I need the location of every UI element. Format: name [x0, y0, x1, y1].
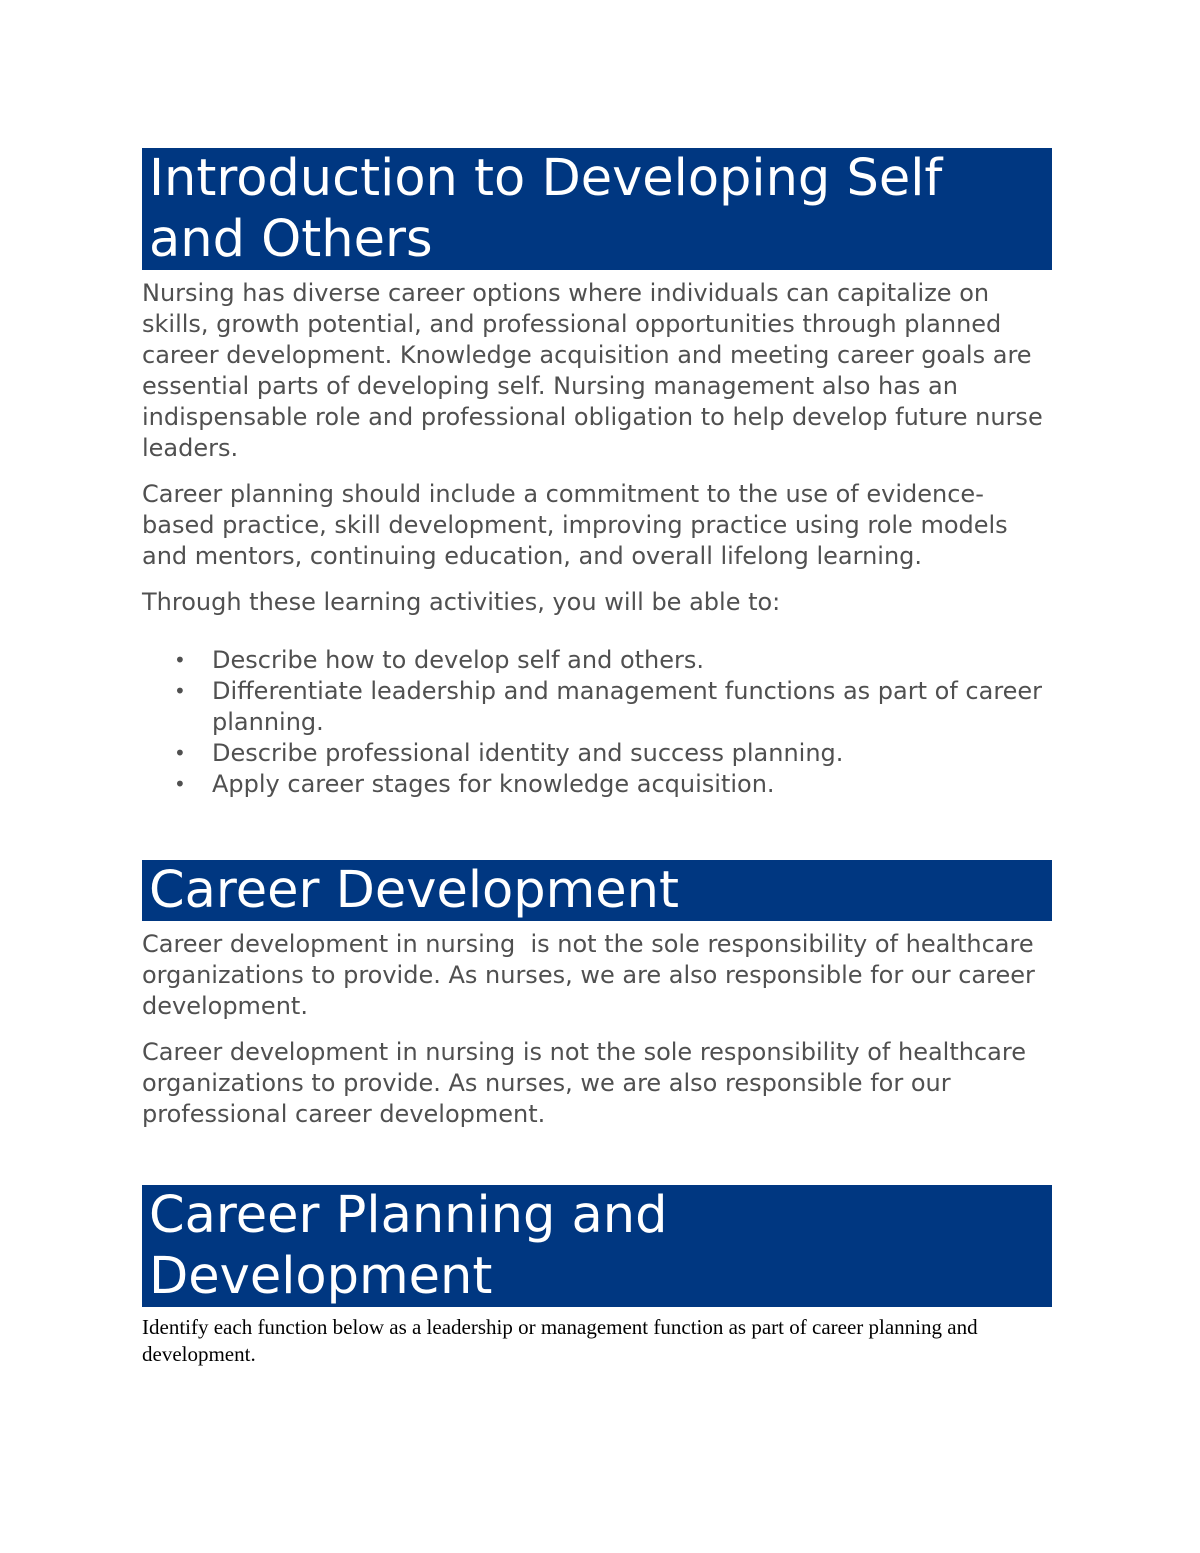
- list-item: [142, 769, 1052, 800]
- list-item-text: Apply career stages for knowledge acquisition.: [212, 770, 775, 798]
- list-item-text: Describe professional identity and success planning.: [212, 739, 844, 767]
- section-heading-career-development: [142, 860, 1052, 921]
- heading-line: and Others: [149, 210, 433, 269]
- bullet-icon: •: [174, 679, 186, 703]
- list-item: [142, 676, 1052, 738]
- career-planning-instruction: Identify each function below as a leadership or management function as part of career planning and development.: [142, 1315, 978, 1366]
- bullet-icon: •: [174, 772, 186, 796]
- learning-objectives-list: [142, 645, 1052, 800]
- heading-line: Career Development: [149, 861, 679, 920]
- intro-paragraph-3: Through these learning activities, you will be able to:: [142, 588, 781, 616]
- career-development-paragraph-2: Career development in nursing is not the sole responsibility of healthcare organizations to provide. As nurses, we are also responsible for our professional career development.: [142, 1038, 1026, 1128]
- heading-line: Career Planning and: [149, 1186, 668, 1245]
- intro-paragraph-2: Career planning should include a commitment to the use of evidence-based practice, skill development, improving practice using role models and mentors, continuing education, and overall lifelong learning.: [142, 480, 1008, 570]
- section-heading-introduction: [142, 148, 1052, 270]
- heading-line: Development: [149, 1247, 493, 1306]
- list-item: [142, 738, 1052, 769]
- intro-paragraph-1: Nursing has diverse career options where individuals can capitalize on skills, growth potential, and professional opportunities through planned career development. Knowledge acquisition and meeting career goals are essential parts of developing self. Nursing management also has an indispensable role and professional obligation to help develop future nurse leaders.: [142, 279, 1043, 462]
- list-item-text: Differentiate leadership and management functions as part of career planning.: [212, 677, 1043, 736]
- section-heading-career-planning: [142, 1185, 1052, 1307]
- career-development-paragraph-1: Career development in nursing is not the sole responsibility of healthcare organizations to provide. As nurses, we are also responsible for our career development.: [142, 930, 1043, 1020]
- bullet-icon: •: [174, 741, 186, 765]
- list-item: [142, 645, 1052, 676]
- list-item-text: Describe how to develop self and others.: [212, 646, 705, 674]
- bullet-icon: •: [174, 648, 186, 672]
- heading-line: Introduction to Developing Self: [149, 149, 943, 208]
- document-content: [142, 148, 1052, 1368]
